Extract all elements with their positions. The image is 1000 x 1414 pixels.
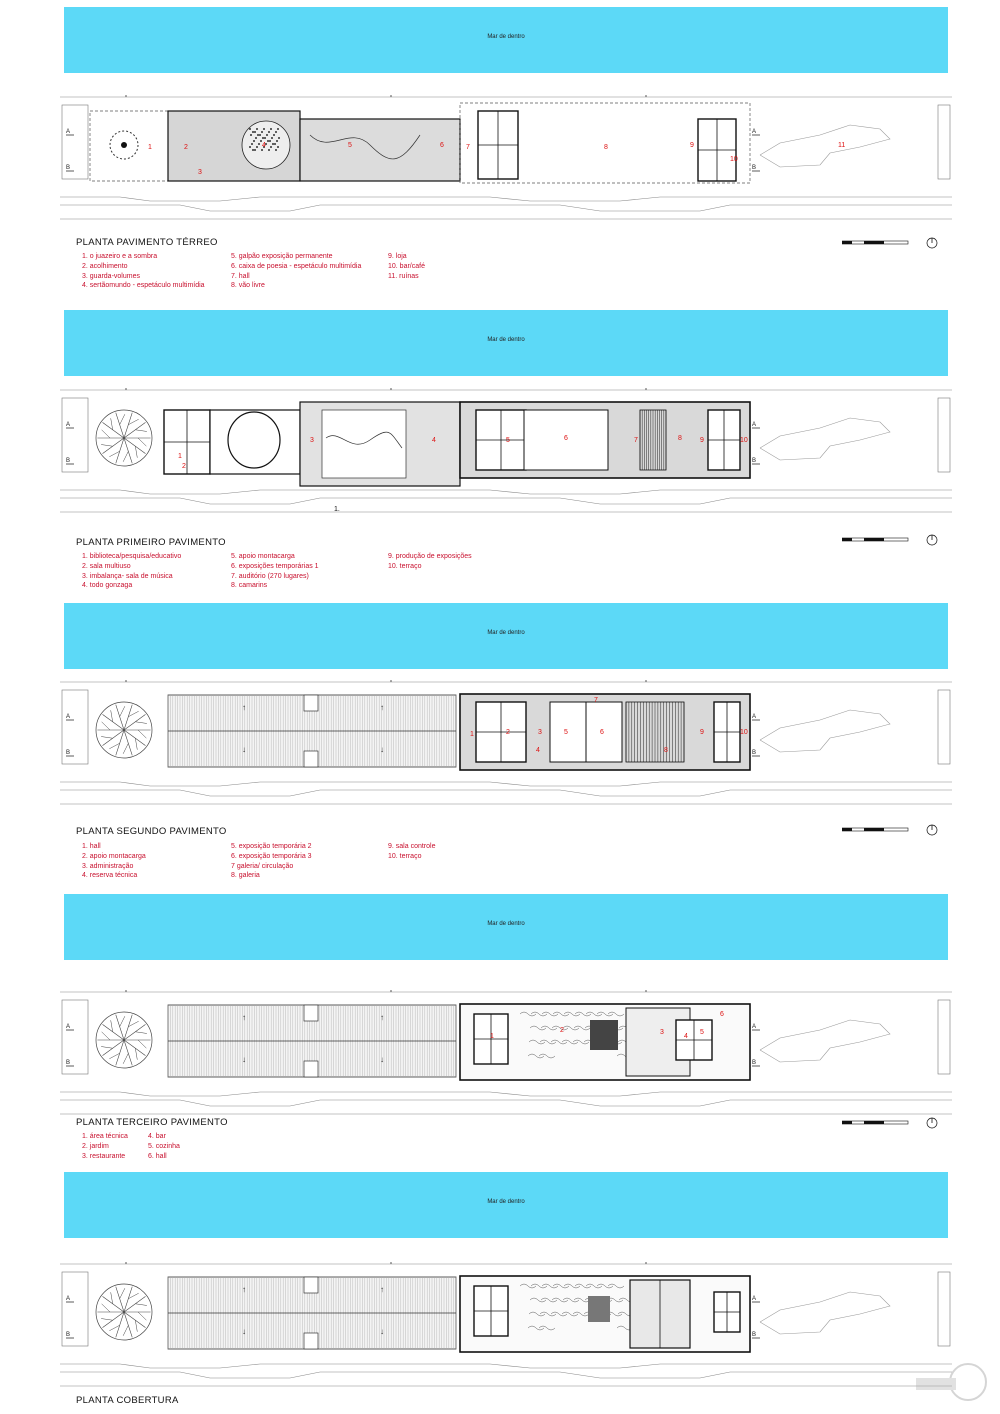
room-number: 1: [470, 731, 474, 738]
room-number: 7: [634, 437, 638, 444]
legend-column: [231, 252, 361, 291]
scale-bar: [842, 824, 942, 838]
plan-note: 1.: [334, 506, 340, 513]
floor-plan-drawing: [60, 990, 952, 1118]
legend-column: [82, 552, 181, 591]
legend-item: 3. imbalança- sala de música: [82, 572, 173, 580]
room-number: 3: [660, 1029, 664, 1036]
legend-item: 8. camarins: [231, 582, 268, 590]
legend-item: 8. vão livre: [231, 282, 265, 290]
sea-band: [64, 1172, 948, 1238]
svg-text:B: B: [752, 750, 757, 756]
section-arrow: [120, 95, 126, 97]
section-mark: [752, 165, 760, 171]
tree-icon: [96, 410, 152, 466]
section-mark: [66, 422, 74, 428]
section-mark: [752, 1024, 760, 1030]
section-mark: [752, 750, 760, 756]
roof-slab: [168, 695, 456, 767]
room-number: 4: [432, 437, 436, 444]
legend-column: [82, 1132, 128, 1161]
svg-text:↑: ↑: [380, 1285, 384, 1294]
svg-text:↑: ↑: [242, 1013, 246, 1022]
legend-item: 3. administração: [82, 862, 134, 870]
roof-slab: [168, 1277, 456, 1349]
room-number: 5: [564, 729, 568, 736]
sea-band: [64, 603, 948, 669]
sea-label: Mar de dentro: [487, 1199, 525, 1205]
room-number: 5: [700, 1029, 704, 1036]
sea-band: [64, 894, 948, 960]
legend-item: 4. reserva técnica: [82, 872, 138, 880]
legend-item: 9. produção de exposições: [388, 553, 472, 560]
room-number: 1: [490, 1033, 494, 1040]
legend-item: 9. loja: [388, 253, 407, 260]
room-number: 9: [700, 729, 704, 736]
room-number: 8: [664, 747, 668, 754]
room-number: 2: [506, 729, 510, 736]
legend-item: 5. exposição temporária 2: [231, 843, 312, 850]
sea-label: Mar de dentro: [487, 921, 525, 927]
legend-column: [388, 552, 472, 572]
legend-column: [388, 842, 435, 862]
room-number: 6: [720, 1011, 724, 1018]
section-mark: [66, 129, 74, 135]
svg-text:B: B: [66, 1060, 71, 1066]
legend-item: 5. cozinha: [148, 1142, 180, 1150]
legend-column: [231, 552, 319, 591]
room-number: 2: [184, 144, 188, 151]
section-mark: [752, 422, 760, 428]
sea-label: Mar de dentro: [487, 34, 525, 40]
legend-item: 1. o juazeiro e a sombra: [82, 253, 158, 260]
room-number: 9: [700, 437, 704, 444]
svg-text:B: B: [752, 165, 757, 171]
section-mark: [66, 165, 74, 171]
legend-item: 6. exposições temporárias 1: [231, 562, 319, 570]
section-mark: [66, 714, 74, 720]
section-mark: [66, 1296, 74, 1302]
floor-plan-drawing: [60, 388, 952, 516]
svg-text:B: B: [752, 458, 757, 464]
legend-item: 10. terraço: [388, 852, 422, 860]
floor-plan-title: PLANTA SEGUNDO PAVIMENTO: [76, 826, 227, 837]
room-number: 4: [684, 1033, 688, 1040]
legend-item: 6. exposição temporária 3: [231, 852, 312, 860]
tree-icon: [96, 1284, 152, 1340]
legend-item: 3. guarda-volumes: [82, 272, 140, 280]
svg-text:A: A: [66, 1296, 71, 1302]
floor-plan-title: PLANTA TERCEIRO PAVIMENTO: [76, 1117, 228, 1128]
floor-plan-drawing: [60, 95, 952, 223]
svg-text:B: B: [752, 1332, 757, 1338]
svg-text:↓: ↓: [242, 1327, 246, 1336]
room-number: 10: [740, 729, 748, 736]
legend-item: 7. auditório (270 lugares): [231, 572, 309, 580]
room-number: 8: [604, 144, 608, 151]
legend-item: 1. hall: [82, 843, 101, 850]
svg-text:A: A: [66, 1024, 71, 1030]
svg-text:↓: ↓: [380, 1055, 384, 1064]
section-arrow: [640, 95, 646, 97]
room-number: 1: [178, 453, 182, 460]
scale-bar: [842, 1117, 942, 1131]
roof-slab: [168, 1005, 456, 1077]
section-mark: [66, 1060, 74, 1066]
legend-item: 5. apoio montacarga: [231, 553, 295, 560]
section-mark: [752, 714, 760, 720]
svg-text:A: A: [752, 714, 757, 720]
section-arrow: [385, 95, 391, 97]
sea-band: [64, 310, 948, 376]
legend-item: 3. restaurante: [82, 1152, 126, 1160]
north-arrow-icon: [927, 238, 937, 248]
room-number: 11: [838, 142, 846, 149]
section-mark: [66, 1024, 74, 1030]
watermark-logo: [910, 1356, 990, 1406]
legend-item: 6. hall: [148, 1152, 167, 1160]
section-mark: [752, 458, 760, 464]
svg-text:A: A: [752, 1024, 757, 1030]
legend-item: 4. todo gonzaga: [82, 582, 133, 590]
legend-column: [82, 842, 146, 881]
section-mark: [66, 1332, 74, 1338]
floor-plan-title: PLANTA COBERTURA: [76, 1395, 179, 1406]
room-number: 3: [198, 169, 202, 176]
legend-item: 6. caixa de poesia - espetáculo multimídia: [231, 262, 362, 270]
room-number: 5: [506, 437, 510, 444]
north-arrow-icon: [927, 1118, 937, 1128]
svg-text:↓: ↓: [380, 1327, 384, 1336]
floor-plan-title: PLANTA PRIMEIRO PAVIMENTO: [76, 537, 226, 548]
room-number: 9: [690, 142, 694, 149]
legend-column: [231, 842, 312, 881]
legend-item: 5. galpão exposição permanente: [231, 253, 333, 260]
section-arrow: [640, 1262, 646, 1264]
legend-item: 2. jardim: [82, 1142, 109, 1150]
scale-bar: [842, 237, 942, 251]
svg-text:B: B: [752, 1060, 757, 1066]
sea-label: Mar de dentro: [487, 630, 525, 636]
section-mark: [752, 129, 760, 135]
room-number: 6: [564, 435, 568, 442]
room-number: 6: [440, 142, 444, 149]
legend-item: 10. bar/café: [388, 262, 425, 270]
legend-item: 2. apoio montacarga: [82, 852, 146, 860]
room-number: 2: [560, 1027, 564, 1034]
legend-item: 11. ruínas: [388, 272, 419, 280]
section-arrow: [120, 1262, 126, 1264]
room-number: 4: [536, 747, 540, 754]
legend-item: 4. sertãomundo - espetáculo multimídia: [82, 282, 205, 290]
legend-item: 1. biblioteca/pesquisa/educativo: [82, 553, 182, 560]
section-mark: [752, 1332, 760, 1338]
svg-text:↓: ↓: [242, 745, 246, 754]
svg-text:↑: ↑: [380, 1013, 384, 1022]
room-number: 10: [730, 156, 738, 163]
legend-item: 10. terraço: [388, 562, 422, 570]
legend-item: 8. galeria: [231, 872, 260, 880]
legend-column: [148, 1132, 180, 1161]
svg-text:A: A: [66, 714, 71, 720]
svg-text:A: A: [752, 422, 757, 428]
room-number: 4: [262, 142, 266, 149]
room-number: 8: [678, 435, 682, 442]
svg-text:↑: ↑: [380, 703, 384, 712]
room-number: 3: [310, 437, 314, 444]
room-number: 1: [148, 144, 152, 151]
room-number: 10: [740, 437, 748, 444]
svg-text:A: A: [752, 129, 757, 135]
legend-item: 7. hall: [231, 272, 250, 280]
svg-text:B: B: [66, 1332, 71, 1338]
legend-item: 1. área técnica: [82, 1133, 128, 1140]
room-number: 7: [466, 144, 470, 151]
legend-item: 9. sala controle: [388, 843, 436, 850]
legend-item: 7 galeria/ circulação: [231, 862, 294, 870]
section-mark: [752, 1060, 760, 1066]
legend-item: 2. sala multiuso: [82, 562, 131, 570]
legend-item: 4. bar: [148, 1133, 166, 1140]
svg-text:B: B: [66, 165, 71, 171]
section-mark: [66, 458, 74, 464]
sea-band: [64, 7, 948, 73]
room-number: 3: [538, 729, 542, 736]
scale-bar: [842, 534, 942, 548]
room-number: 2: [182, 463, 186, 470]
sea-label: Mar de dentro: [487, 337, 525, 343]
room-number: 7: [594, 697, 598, 704]
svg-text:↑: ↑: [242, 703, 246, 712]
floor-plan-drawing: [60, 1262, 952, 1390]
svg-text:↑: ↑: [242, 1285, 246, 1294]
section-mark: [752, 1296, 760, 1302]
svg-text:↓: ↓: [380, 745, 384, 754]
tree-icon: [96, 702, 152, 758]
svg-text:A: A: [66, 129, 71, 135]
floor-plan-title: PLANTA PAVIMENTO TÉRREO: [76, 237, 218, 248]
section-mark: [66, 750, 74, 756]
svg-text:B: B: [66, 750, 71, 756]
north-arrow-icon: [927, 825, 937, 835]
svg-text:A: A: [752, 1296, 757, 1302]
room-number: 6: [600, 729, 604, 736]
section-arrow: [385, 1262, 391, 1264]
room-number: 5: [348, 142, 352, 149]
legend-column: [82, 252, 205, 291]
svg-text:B: B: [66, 458, 71, 464]
tree-icon: [96, 1012, 152, 1068]
legend-item: 2. acolhimento: [82, 262, 128, 270]
svg-text:↓: ↓: [242, 1055, 246, 1064]
legend-column: [388, 252, 425, 281]
north-arrow-icon: [927, 535, 937, 545]
floor-plan-drawing: [60, 680, 952, 808]
svg-text:A: A: [66, 422, 71, 428]
